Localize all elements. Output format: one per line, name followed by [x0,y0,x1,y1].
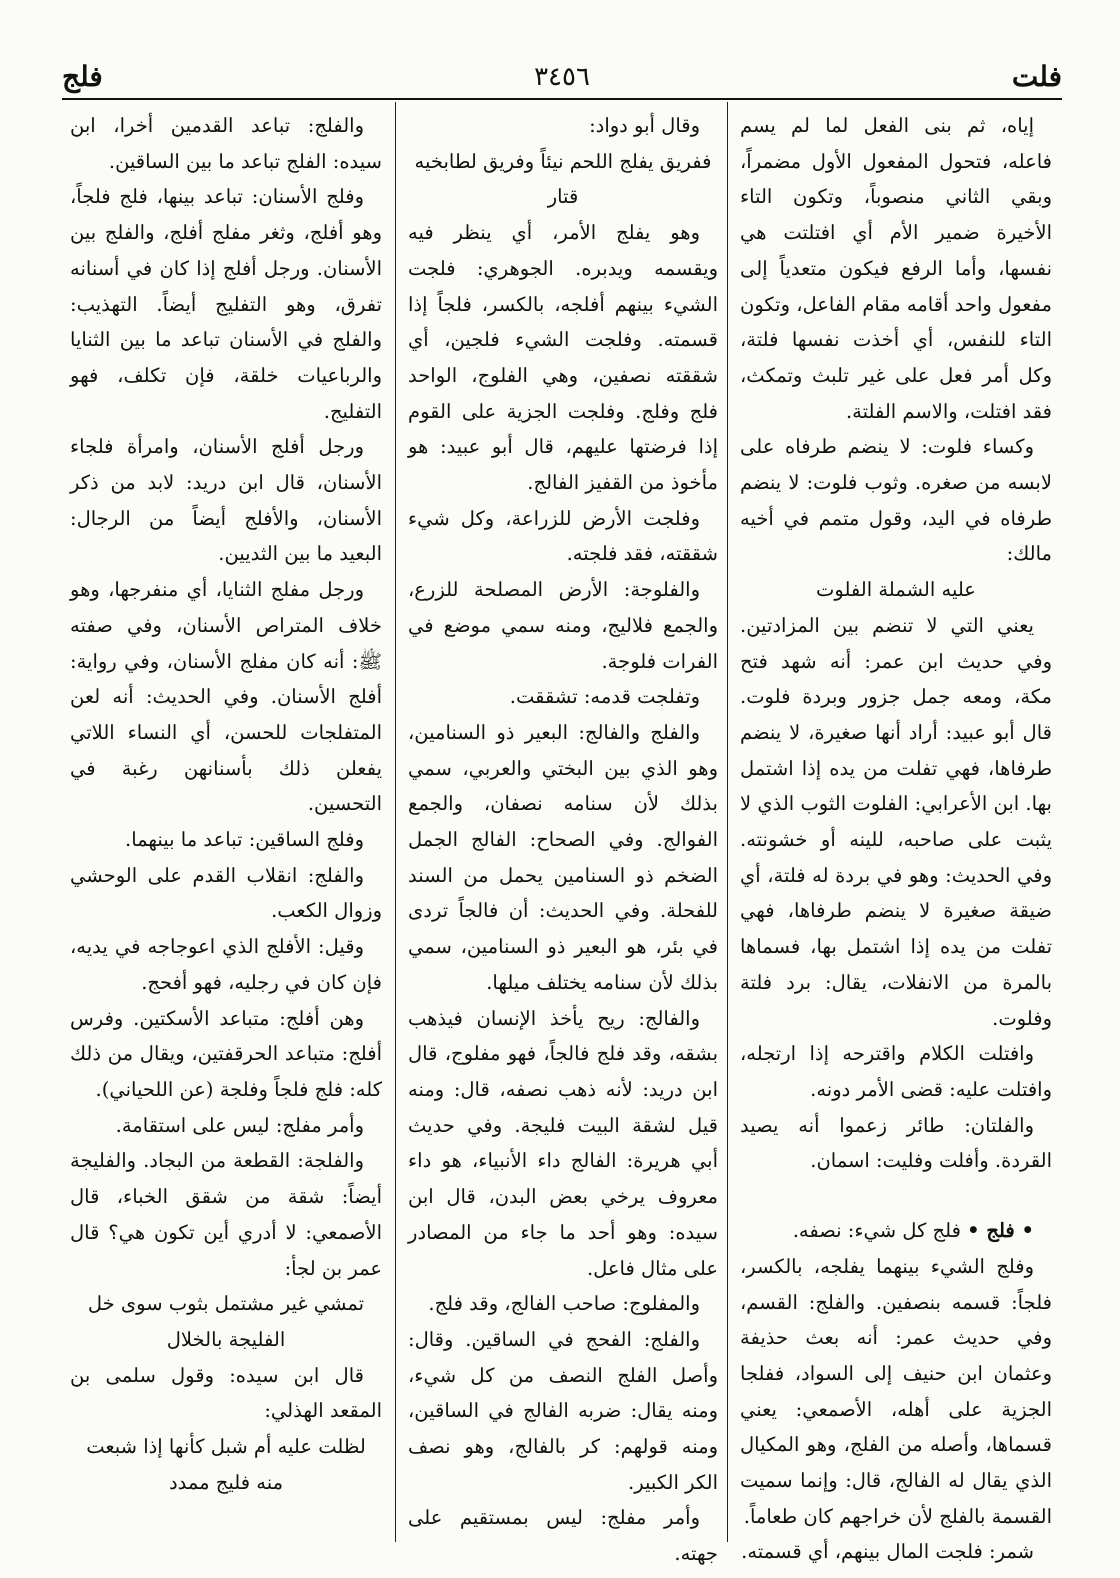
paragraph: وقال أبو دواد: [589,114,700,137]
entry-headword: • فلج • [967,1219,1034,1243]
paragraph: والفلج: الفحج في الساقين. وقال: وأصل الفلج النصف من كل شيء، ومنه يقال: ضربه الفالج في الساقين، ومنه قولهم: كر بالفالج، وهو نصف الكر الكبير. [408,1327,718,1494]
middle-column [408,108,718,1566]
paragraph: وافتلت الكلام واقترحه إذا ارتجله، وافتلت عليه: قضى الأمر دونه. [740,1042,1052,1101]
paragraph: وهن أفلج: متباعد الأسكتين. وفرس أفلج: متباعد الحرقفتين، ويقال من ذلك كله: فلج فلجاً وفلجة (عن اللحياني). [70,1006,382,1101]
paragraph: وتفلجت قدمه: تشققت. [509,685,700,709]
paragraph: وقيل: الأفلج الذي اعوجاجه في يديه، فإن كان في رجليه، فهو أفحج. [70,935,382,994]
paragraph: والفلج والفالج: البعير ذو السنامين، وهو الذي بين البختي والعربي، سمي بذلك لأن سنامه نصفان، والجمع الفوالج. وفي الصحاح: الفالج الجمل الضخم ذو السنامين يحمل من السند للفحلة. وفي الحديث: أن فالجاً تردى في بئر، هو البعير ذو السنامين، سمي بذلك لأن سنامه يختلف ميلها. [408,720,718,994]
paragraph: وهو يفلج الأمر، أي ينظر فيه ويقسمه ويدبره. الجوهري: فلجت الشيء بينهم أفلجه، بالكسر، فلجاً إذا قسمته. وفلجت الشيء فلجين، أي شققته نصفين، وهي الفلوج، الواحد فلج وفلج. وفلجت الجزية على القوم إذا فرضتها عليهم، قال أبو عبيد: هو مأخوذ من القفيز الفالج. [408,221,718,495]
entry-text: فلج كل شيء: نصفه. [792,1219,961,1243]
paragraph: والفالج: ريح يأخذ الإنسان فيذهب بشقه، وقد فلج فالجاً، فهو مفلوج، قال ابن دريد: لأنه ذهب نصفه، قال: ومنه قيل لشقة البيت فليجة. وفي حديث أبي هريرة: الفالج داء الأنبياء، هو داء معروف يرخي بعض البدن، قال ابن سيده: وهو أحد ما جاء من المصادر على مثال فاعل. [408,1006,718,1280]
verse: تمشي غير مشتمل بثوب سوى خل الفليجة بالخلال [87,1292,365,1351]
paragraph: وفلجت الأرض للزراعة، وكل شيء شققته، فقد فلجته. [408,506,718,566]
header-first-word: فلت [1011,60,1062,93]
paragraph: وكساء فلوت: لا ينضم طرفاه على لابسه من صغره. وثوب فلوت: لا ينضم طرفاه في اليد، وقول متمم في أخيه مالك: [740,435,1052,566]
paragraph: وأمر مفلج: ليس بمستقيم على جهته. [408,1506,718,1566]
verse: ففريق يفلج اللحم نيئاً وفريق لطابخيه قتار [414,149,712,209]
paragraph: والفلج: انقلاب القدم على الوحشي وزوال الكعب. [70,863,382,923]
page-header [62,48,1062,98]
paragraph: والمفلوج: صاحب الفالج، وقد فلج. [428,1292,700,1316]
paragraph: والفلج: تباعد القدمين أخرا، ابن سيده: الفلج تباعد ما بين الساقين. [70,114,382,173]
left-column [70,108,382,1543]
column-divider [727,102,728,1542]
verse: عليه الشملة الفلوت [816,578,976,602]
paragraph: يعني التي لا تنضم بين المزادتين. وفي حديث ابن عمر: أنه شهد فتح مكة، ومعه جمل جزور وبردة فلوت. قال أبو عبيد: أراد أنها صغيرة، لا ينضم طرفاها، فهي تفلت من يده إذا اشتمل بها. ابن الأعرابي: الفلوت الثوب الذي لا يثبت على صاحبه، للينه أو خشونته. وفي الحديث: وهو في بردة له فلتة، أي ضيقة صغيرة لا ينضم طرفاها، فهي تفلت من يده إذا اشتمل بها، فسماها بالمرة من الانفلات، يقال: برد فلتة وفلوت. [740,613,1052,1030]
header-last-word: فلج [62,60,103,93]
paragraph: وأمر مفلج: ليس على استقامة. [115,1113,364,1137]
paragraph: وفلج الساقين: تباعد ما بينهما. [125,828,364,852]
column-divider [395,102,396,1542]
page-number: ٣٤٥٦ [534,62,590,92]
verse: لظلت عليه أم شبل كأنها إذا شبعت منه فليج ممدد [86,1435,366,1494]
right-column [740,108,1052,1564]
paragraph: والفلوجة: الأرض المصلحة للزرع، والجمع فلاليج، ومنه سمي موضع في الفرات فلوجة. [408,578,718,673]
paragraph: شمر: فلجت المال بينهم، أي قسمته. [741,1540,1034,1564]
paragraph: ورجل أفلج الأسنان، وامرأة فلجاء الأسنان، قال ابن دريد: لابد من ذكر الأسنان، والأفلج أيضاً من الرجال: البعيد ما بين الثديين. [70,435,382,566]
paragraph: والفلجة: القطعة من البجاد. والفليجة أيضاً: شقة من شقق الخباء، قال الأصمعي: لا أدري أين تكون هي؟ قال عمر بن لجأ: [70,1149,382,1280]
paragraph: قال ابن سيده: وقول سلمى بن المقعد الهذلي: [70,1363,382,1423]
paragraph: ورجل مفلج الثنايا، أي منفرجها، وهو خلاف المتراص الأسنان، وفي صفته ﷺ: أنه كان مفلج الأسنان، وفي رواية: أفلج الأسنان. وفي الحديث: أنه لعن المتفلجات للحسن، أي النساء اللاتي يفعلن ذلك بأسنانهن رغبة في التحسين. [70,578,382,816]
paragraph: وفلج الشيء بينهما يفلجه، بالكسر، فلجاً: قسمه بنصفين. والفلج: القسم، وفي حديث عمر: أنه بعث حذيفة وعثمان ابن حنيف إلى السواد، ففلجا الجزية على أهله، الأصمعي: يعني قسماها، وأصله من الفلج، وهو المكيال الذي يقال له الفالج، قال: وإنما سميت القسمة بالفلج لأن خراجهم كان طعاماً. [740,1254,1052,1528]
paragraph: والفلتان: طائر زعموا أنه يصيد القردة. وأفلت وفليت: اسمان. [740,1113,1052,1173]
paragraph: إياه، ثم بنى الفعل لما لم يسم فاعله، فتحول المفعول الأول مضمراً، وبقي الثاني منصوباً، وتكون التاء الأخيرة ضمير الأم أي افتلتت هي نفسها، وأما الرفع فيكون متعدياً إلى مفعول واحد أقامه مقام الفاعل، وتكون التاء للنفس، أي أخذت نفسها فلتة، وكل أمر فعل على غير تلبث وتمكث، فقد افتلت، والاسم الفلتة. [740,114,1052,423]
header-rule [62,98,1062,100]
entry-start [740,1213,1052,1249]
paragraph: وفلج الأسنان: تباعد بينها، فلج فلجاً، وهو أفلج، وثغر مفلج أفلج، والفلج بين الأسنان. ورجل أفلج إذا كان في أسنانه تفرق، وهو التفليج أيضاً. التهذيب: والفلج في الأسنان تباعد ما بين الثنايا والرباعيات خلقة، فإن تكلف، فهو التفليج. [70,185,382,423]
